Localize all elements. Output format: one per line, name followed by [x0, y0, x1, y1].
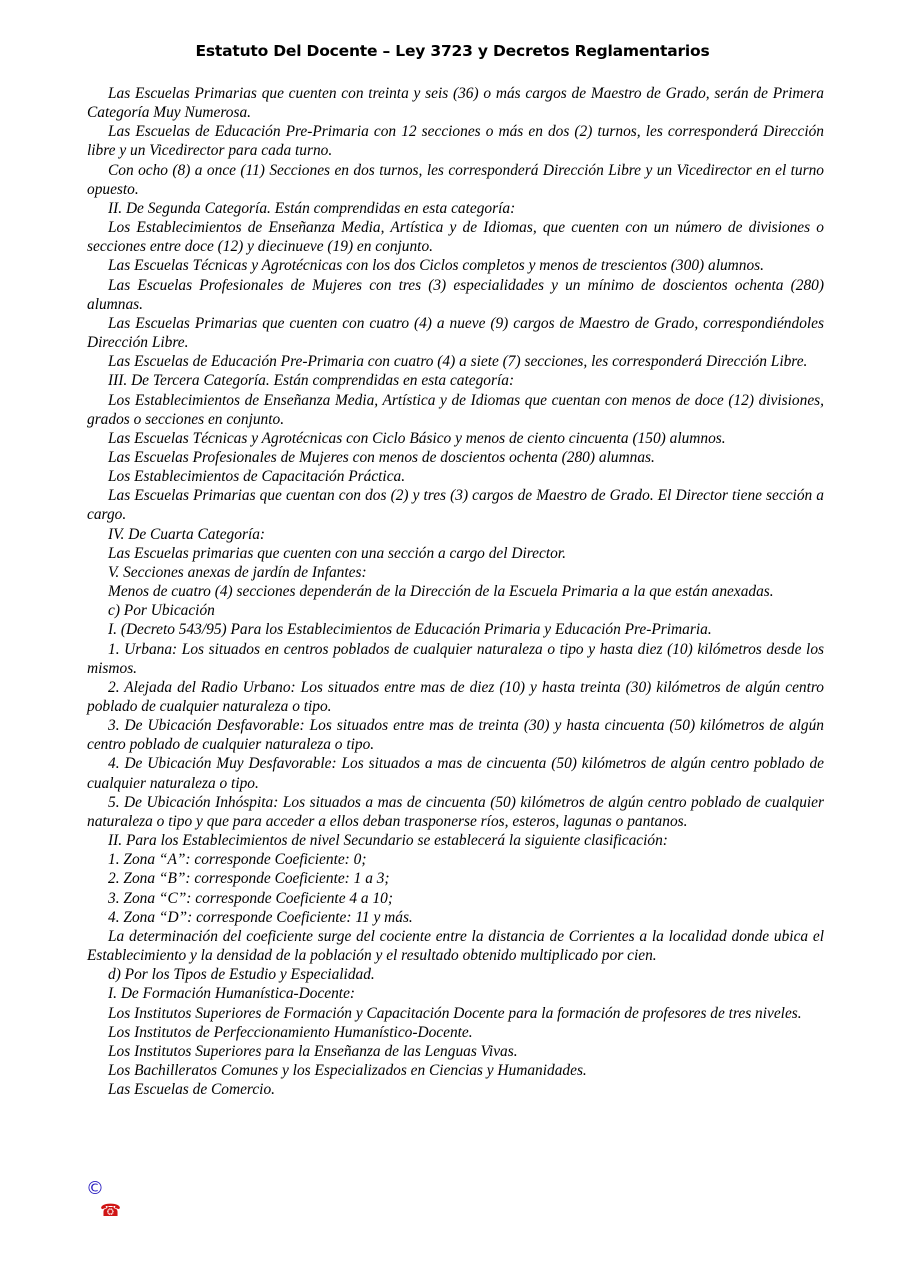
paragraph: Las Escuelas Profesionales de Mujeres con menos de doscientos ochenta (280) alumnas.	[108, 448, 655, 466]
section-heading: V. Secciones anexas de jardín de Infantes:	[108, 563, 367, 581]
paragraph: Con ocho (8) a once (11) Secciones en dos turnos, les corresponderá Dirección Libre y un Vicedirector en el turno opuesto.	[87, 161, 824, 198]
paragraph: Los Institutos de Perfeccionamiento Humanístico-Docente.	[108, 1023, 473, 1041]
paragraph: Las Escuelas Técnicas y Agrotécnicas con los dos Ciclos completos y menos de trescientos (300) alumnos.	[108, 257, 765, 275]
list-item: 4. De Ubicación Muy Desfavorable: Los situados a mas de cincuenta (50) kilómetros de algún centro poblado de cualquier naturaleza o tipo.	[87, 755, 824, 792]
list-item: 5. De Ubicación Inhóspita: Los situados a mas de cincuenta (50) kilómetros de algún centro poblado de cualquier naturaleza o tipo y que para acceder a ellos deban trasponerse ríos, esteros, lagunas o pantanos.	[87, 793, 824, 830]
paragraph: Las Escuelas de Comercio.	[108, 1081, 275, 1099]
section-heading: d) Por los Tipos de Estudio y Especialidad.	[108, 966, 375, 984]
paragraph: Las Escuelas Primarias que cuenten con treinta y seis (36) o más cargos de Maestro de Grado, serán de Primera Categoría Muy Numerosa.	[87, 85, 824, 122]
section-heading: III. De Tercera Categoría. Están comprendidas en esta categoría:	[108, 372, 515, 390]
section-heading: I. De Formación Humanística-Docente:	[108, 985, 356, 1003]
list-item: 4. Zona “D”: corresponde Coeficiente: 11 y más.	[108, 908, 413, 926]
section-heading: I. (Decreto 543/95) Para los Establecimientos de Educación Primaria y Educación Pre-Primaria.	[108, 621, 712, 639]
paragraph: Los Establecimientos de Capacitación Práctica.	[108, 468, 406, 486]
paragraph: Las Escuelas de Educación Pre-Primaria con cuatro (4) a siete (7) secciones, les corresponderá Dirección Libre.	[108, 353, 808, 371]
paragraph: Las Escuelas Técnicas y Agrotécnicas con Ciclo Básico y menos de ciento cincuenta (150) alumnos.	[108, 429, 726, 447]
page-footer	[86, 1178, 386, 1228]
paragraph: Las Escuelas Primarias que cuenten con cuatro (4) a nueve (9) cargos de Maestro de Grado, correspondiéndoles Dirección Libre.	[87, 314, 824, 352]
paragraph: Los Establecimientos de Enseñanza Media, Artística y de Idiomas, que cuenten con un número de divisiones o secciones entre doce (12) y diecinueve (19) en conjunto.	[87, 219, 824, 256]
paragraph: Los Bachilleratos Comunes y los Especializados en Ciencias y Humanidades.	[108, 1061, 587, 1079]
paragraph: Los Establecimientos de Enseñanza Media, Artística y de Idiomas que cuentan con menos de doce (12) divisiones, grados o secciones en conjunto.	[87, 391, 824, 428]
paragraph: Las Escuelas Primarias que cuentan con dos (2) y tres (3) cargos de Maestro de Grado. El Director tiene sección a cargo.	[87, 487, 824, 524]
list-item: 3. Zona “C”: corresponde Coeficiente 4 a 10;	[108, 889, 393, 907]
list-item: 1. Zona “A”: corresponde Coeficiente: 0;	[108, 851, 367, 869]
phone-icon: ☎	[100, 1201, 122, 1221]
paragraph: Los Institutos Superiores para la Enseñanza de las Lenguas Vivas.	[108, 1042, 518, 1060]
list-item: 2. Zona “B”: corresponde Coeficiente: 1 a 3;	[108, 870, 390, 888]
paragraph: Menos de cuatro (4) secciones dependerán de la Dirección de la Escuela Primaria a la que están anexadas.	[108, 583, 774, 601]
section-heading: IV. De Cuarta Categoría:	[108, 525, 266, 543]
section-heading: II. De Segunda Categoría. Están comprendidas en esta categoría:	[108, 199, 516, 217]
paragraph: Las Escuelas de Educación Pre-Primaria con 12 secciones o más en dos (2) turnos, les corresponderá Dirección libre y un Vicedirector para cada turno.	[87, 123, 824, 160]
copyright-icon: ©	[86, 1178, 104, 1199]
section-heading: c) Por Ubicación	[108, 602, 215, 620]
paragraph: Las Escuelas Profesionales de Mujeres con tres (3) especialidades y un mínimo de doscientos ochenta (280) alumnas.	[87, 276, 824, 313]
paragraph: Los Institutos Superiores de Formación y Capacitación Docente para la formación de profesores de tres niveles.	[108, 1004, 802, 1022]
list-item: 2. Alejada del Radio Urbano: Los situados entre mas de diez (10) y hasta treinta (30) kilómetros de algún centro poblado de cualquier naturaleza o tipo.	[87, 678, 824, 715]
paragraph: Las Escuelas primarias que cuenten con una sección a cargo del Director.	[108, 544, 566, 562]
list-item: 3. De Ubicación Desfavorable: Los situados entre mas de treinta (30) y hasta cincuenta (50) kilómetros de algún centro poblado de cualquier naturaleza o tipo.	[87, 717, 824, 754]
page-title: Estatuto Del Docente – Ley 3723 y Decretos Reglamentarios	[195, 42, 710, 60]
section-heading: II. Para los Establecimientos de nivel Secundario se establecerá la siguiente clasificación:	[108, 832, 668, 850]
document-body	[87, 84, 824, 1099]
paragraph: La determinación del coeficiente surge del cociente entre la distancia de Corrientes a la localidad donde ubica el Establecimiento y la densidad de la población y el resultado obtenido multiplicado por cien.	[87, 927, 824, 965]
list-item: 1. Urbana: Los situados en centros poblados de cualquier naturaleza o tipo y hasta diez (10) kilómetros desde los mismos.	[87, 640, 824, 677]
